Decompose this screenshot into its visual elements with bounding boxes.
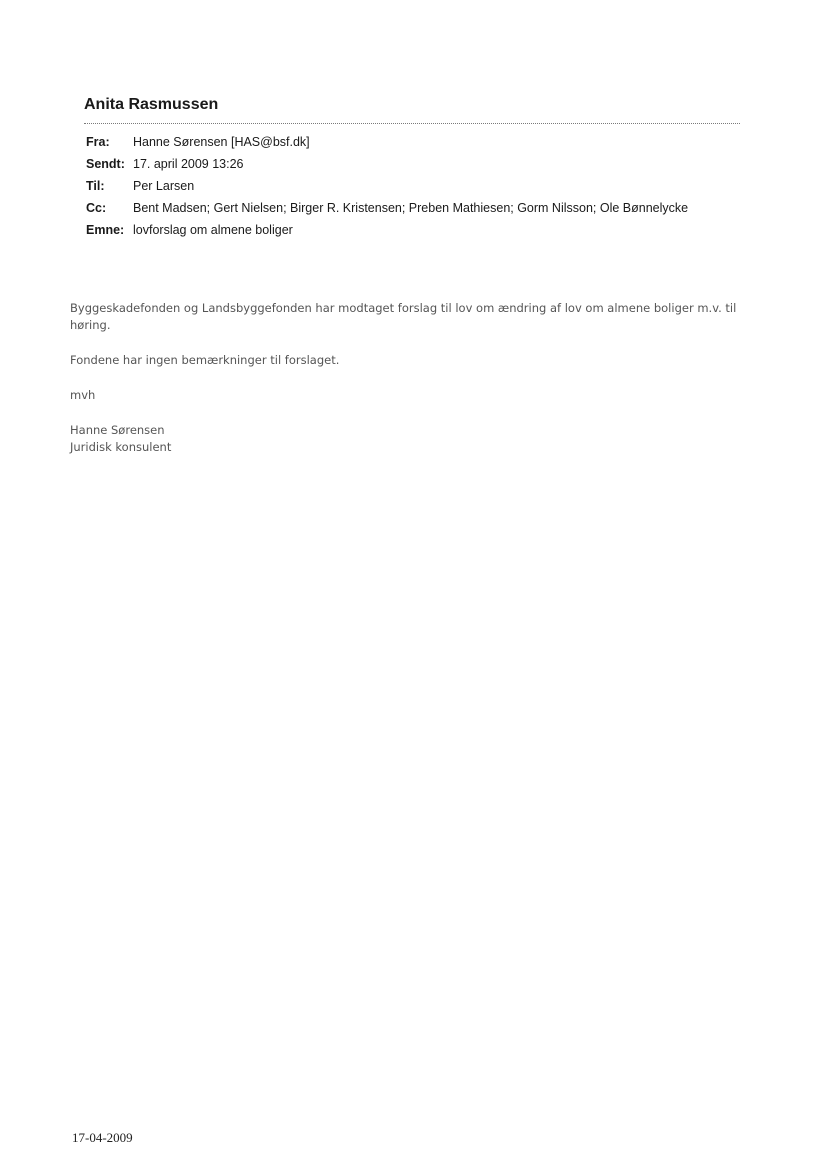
print-owner-name: Anita Rasmussen [84,96,219,113]
email-body [70,300,760,456]
from-label: Fra: [86,135,110,149]
cc-value: Bent Madsen; Gert Nielsen; Birger R. Kristensen; Preben Mathiesen; Gorm Nilsson; Ole Bønnelycke [133,201,689,215]
from-value: Hanne Sørensen [HAS@bsf.dk] [133,135,310,149]
sent-label: Sendt: [86,157,125,171]
cc-label: Cc: [86,201,107,215]
header-row-subject [86,223,706,245]
body-closing: mvh [70,388,96,402]
signature-name: Hanne Sørensen [70,423,165,437]
footer-print-date: 17-04-2009 [72,1130,133,1145]
body-paragraph-2: Fondene har ingen bemærkninger til forslaget. [70,353,340,367]
body-paragraph-1: Byggeskadefonden og Landsbyggefonden har modtaget forslag til lov om ændring af lov om almene boliger m.v. til høring. [70,301,737,332]
to-value: Per Larsen [133,179,195,193]
subject-value: lovforslag om almene boliger [133,223,293,237]
header-row-sent [86,157,706,179]
to-label: Til: [86,179,105,193]
header-row-from [86,135,706,157]
header-divider [84,123,740,124]
sent-value: 17. april 2009 13:26 [133,157,244,171]
email-header-table [86,135,706,245]
subject-label: Emne: [86,223,125,237]
header-row-cc [86,201,706,223]
header-row-to [86,179,706,201]
signature-title: Juridisk konsulent [70,440,172,454]
